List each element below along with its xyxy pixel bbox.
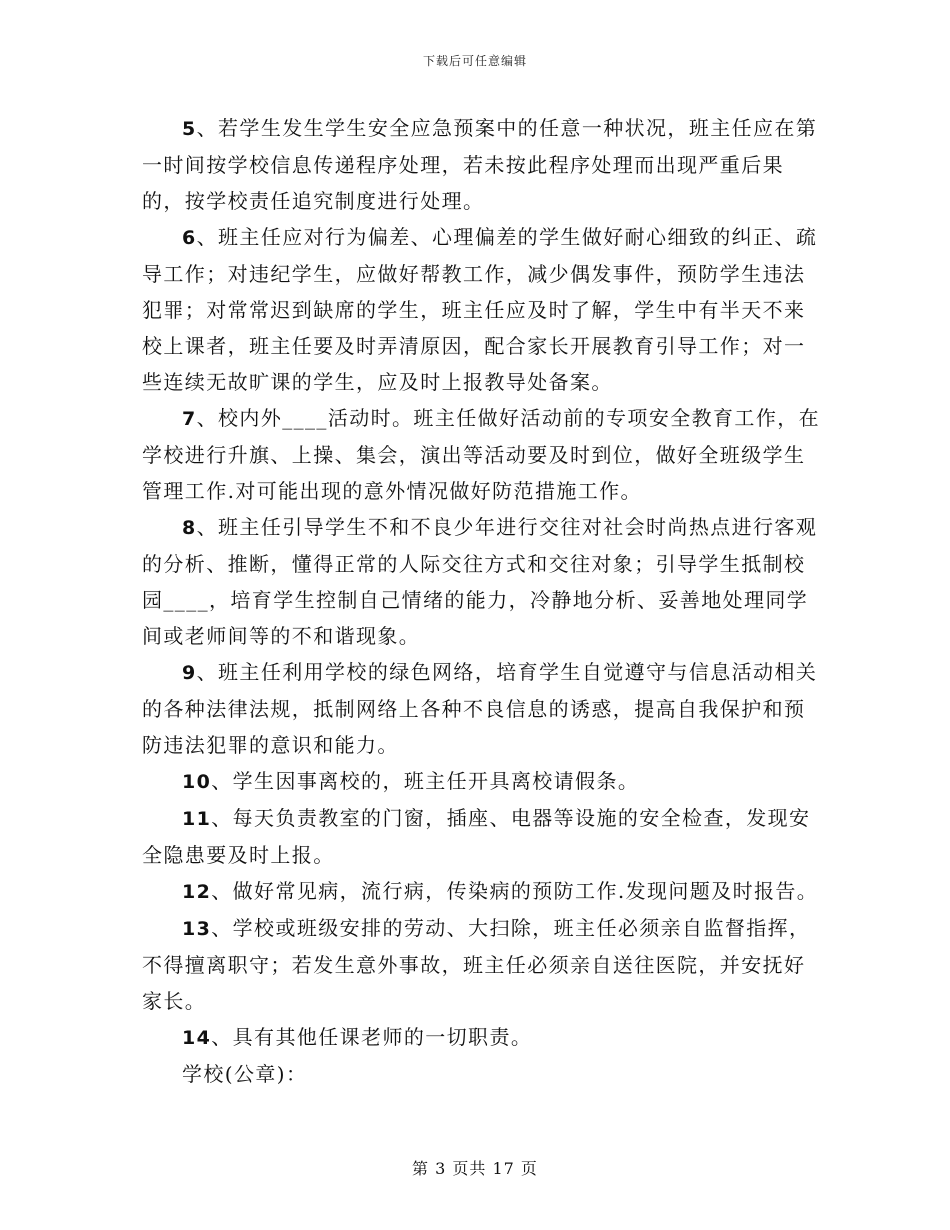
page-header: 下载后可任意编辑: [422, 54, 527, 68]
paragraph-9: [142, 654, 822, 763]
paragraph-text: 学校(公章)：: [182, 1062, 308, 1086]
paragraph-text: 、每天负责教室的门窗，插座、电器等设施的安全检查，发现安全隐患要及时上报。: [142, 806, 811, 867]
school-seal-line: [142, 1056, 822, 1093]
paragraph-text: 、校内外____活动时。班主任做好活动前的专项安全教育工作，在学校进行升旗、上操、集会，演出等活动要及时到位，做好全班级学生管理工作.对可能出现的意外情况做好防范措施工作。: [142, 406, 821, 503]
page-footer: 第 3 页共 17 页: [412, 1159, 538, 1178]
item-number: 13: [182, 918, 212, 940]
paragraph-text: 、具有其他任课老师的一切职责。: [211, 1025, 533, 1049]
paragraph-7: [142, 400, 822, 509]
item-number: 8: [182, 517, 197, 539]
paragraph-14: [142, 1019, 822, 1056]
item-number: 9: [182, 662, 197, 684]
paragraph-text: 、学校或班级安排的劳动、大扫除，班主任必须亲自监督指挥，不得擅离职守；若发生意外事故，班主任必须亲自送往医院，并安抚好家长。: [142, 916, 811, 1013]
item-number: 5: [182, 118, 197, 140]
item-number: 14: [182, 1027, 212, 1049]
paragraph-5: [142, 110, 822, 219]
paragraph-text: 、若学生发生学生安全应急预案中的任意一种状况，班主任应在第一时间按学校信息传递程序处理，若未按此程序处理而出现严重后果的，按学校责任追究制度进行处理。: [142, 116, 818, 213]
item-number: 10: [182, 771, 212, 793]
paragraph-text: 、做好常见病，流行病，传染病的预防工作.发现问题及时报告。: [211, 879, 819, 903]
paragraph-text: 、班主任应对行为偏差、心理偏差的学生做好耐心细致的纠正、疏导工作；对违纪学生，应做好帮教工作，减少偶发事件，预防学生违法犯罪；对常常迟到缺席的学生，班主任应及时了解，学生中有半天不来校上课者，班主任要及时弄清原因，配合家长开展教育引导工作；对一些连续无故旷课的学生，应及时上报教导处备案。: [142, 225, 818, 394]
paragraph-10: [142, 763, 822, 800]
paragraph-8: [142, 509, 822, 654]
item-number: 12: [182, 881, 212, 903]
item-number: 11: [182, 808, 212, 830]
paragraph-text: 、学生因事离校的，班主任开具离校请假条。: [211, 769, 640, 793]
paragraph-text: 、班主任利用学校的绿色网络，培育学生自觉遵守与信息活动相关的各种法律法规，抵制网络上各种不良信息的诱惑，提高自我保护和预防违法犯罪的意识和能力。: [142, 660, 818, 757]
paragraph-text: 、班主任引导学生不和不良少年进行交往对社会时尚热点进行客观的分析、推断，懂得正常的人际交往方式和交往对象；引导学生抵制校园____，培育学生控制自己情绪的能力，冷静地分析、妥善地处理同学间或老师间等的不和谐现象。: [142, 515, 818, 648]
item-number: 6: [182, 227, 197, 249]
document-body: [142, 110, 822, 1093]
paragraph-11: [142, 800, 822, 873]
paragraph-6: [142, 219, 822, 400]
paragraph-12: [142, 873, 822, 910]
item-number: 7: [182, 408, 197, 430]
paragraph-13: [142, 910, 822, 1019]
